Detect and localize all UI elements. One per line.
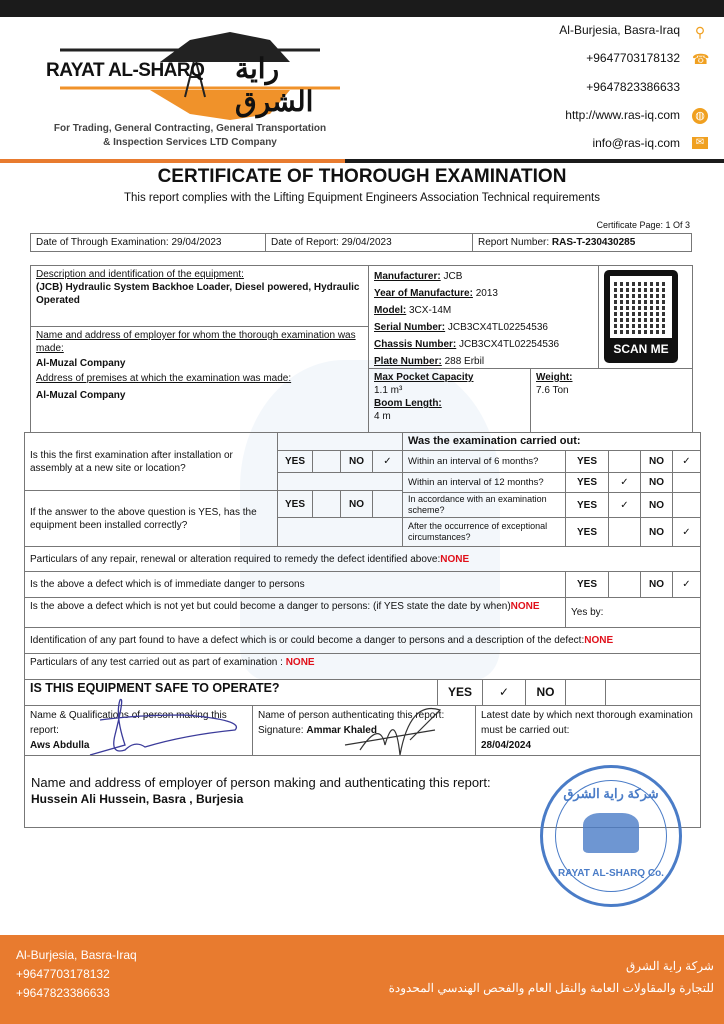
model-value: 3CX-14M bbox=[409, 305, 452, 316]
capacity-label: Max Pocket Capacity bbox=[374, 372, 474, 383]
q2-yes-label: YES bbox=[277, 490, 313, 518]
top-bar bbox=[0, 0, 724, 17]
employer-of-person-value: Hussein Ali Hussein, Basra , Burjesia bbox=[31, 792, 244, 806]
q1-yes-label: YES bbox=[277, 450, 313, 473]
auth-label: Name of person authenticating this report: bbox=[258, 710, 445, 721]
test-row bbox=[24, 653, 701, 680]
identification-label: Identification of any part found to have a defect which is or could become a danger to persons and a description of the defect: bbox=[30, 635, 585, 646]
company-logo bbox=[30, 22, 350, 152]
contact-website[interactable]: http://www.ras-iq.com bbox=[565, 108, 680, 122]
next-exam-date: 28/04/2024 bbox=[481, 740, 532, 751]
r3-no-box[interactable] bbox=[672, 492, 701, 518]
model-label: Model: bbox=[374, 305, 407, 316]
identification-row bbox=[24, 627, 701, 654]
year-label: Year of Manufacture: bbox=[374, 288, 473, 299]
certificate-page: Certificate Page: 1 Of 3 bbox=[596, 220, 690, 230]
safe-question: IS THIS EQUIPMENT SAFE TO OPERATE? bbox=[24, 679, 438, 706]
immediate-yes-label: YES bbox=[565, 571, 609, 598]
employer-label: Name and address of employer for whom the thorough examination was made: bbox=[36, 330, 356, 354]
safe-yes-checkbox[interactable]: ✓ bbox=[482, 679, 526, 706]
immediate-yes-box[interactable] bbox=[608, 571, 641, 598]
q2-yes-box[interactable] bbox=[312, 490, 341, 518]
identification-value: NONE bbox=[584, 635, 614, 646]
r1-yes-label: YES bbox=[565, 450, 609, 473]
footer-phone-2: +9647823386633 bbox=[16, 986, 110, 1000]
test-label: Particulars of any test carried out as part of examination : bbox=[30, 657, 286, 668]
contact-phone-2: +9647823386633 bbox=[586, 80, 680, 94]
location-pin-icon: ⚲ bbox=[694, 24, 706, 40]
r1-no-label: NO bbox=[640, 450, 673, 473]
future-danger-row bbox=[24, 597, 566, 628]
safe-yes-label: YES bbox=[437, 679, 483, 706]
blank-cell bbox=[605, 679, 701, 706]
question-first-exam: Is this the first examination after installation or assembly at a new site or location? bbox=[24, 432, 278, 491]
capacity-cell bbox=[368, 368, 531, 433]
q1-no-checkbox[interactable]: ✓ bbox=[372, 450, 403, 473]
equipment-description-cell bbox=[30, 265, 369, 327]
examination-scheme: In accordance with an examination scheme? bbox=[402, 492, 566, 518]
q1-yes-box[interactable] bbox=[312, 450, 341, 473]
safe-no-box[interactable] bbox=[565, 679, 606, 706]
r3-yes-label: YES bbox=[565, 492, 609, 518]
plate-value: 288 Erbil bbox=[444, 356, 485, 367]
qr-cell bbox=[598, 265, 693, 369]
exam-date: Date of Through Examination: 29/04/2023 bbox=[30, 233, 266, 252]
year-value: 2013 bbox=[475, 288, 498, 299]
manufacturer-value: JCB bbox=[443, 271, 463, 282]
report-number bbox=[472, 233, 692, 252]
maker-label: Name & Qualifications of person making this report: bbox=[30, 710, 227, 736]
contact-address: Al-Burjesia, Basra-Iraq bbox=[559, 23, 680, 37]
desc-label: Description and identification of the equipment: bbox=[36, 269, 244, 280]
company-stamp bbox=[540, 765, 682, 907]
next-exam-cell bbox=[475, 705, 701, 756]
contact-email[interactable]: info@ras-iq.com bbox=[592, 136, 680, 150]
authenticator-signature bbox=[340, 700, 460, 760]
weight-label: Weight: bbox=[536, 372, 573, 383]
immediate-no-label: NO bbox=[640, 571, 673, 598]
chassis-value: JCB3CX4TL02254536 bbox=[459, 339, 560, 350]
future-danger-value: NONE bbox=[510, 601, 540, 612]
next-exam-label: Latest date by which next thorough examination must be carried out: bbox=[481, 710, 693, 736]
signature-label: Signature: bbox=[258, 725, 307, 736]
repair-row bbox=[24, 546, 701, 572]
equipment-specs-cell bbox=[368, 265, 599, 369]
r2-no-box[interactable] bbox=[672, 472, 701, 493]
blank-cell bbox=[277, 432, 403, 451]
chassis-label: Chassis Number: bbox=[374, 339, 457, 350]
page-title: CERTIFICATE OF THOROUGH EXAMINATION bbox=[157, 166, 567, 187]
boom-value: 4 m bbox=[374, 411, 391, 422]
r1-no-checkbox[interactable]: ✓ bbox=[672, 450, 701, 473]
premises-value: Al-Muzal Company bbox=[36, 390, 126, 401]
r4-yes-box[interactable] bbox=[608, 517, 641, 547]
tagline-2: & Inspection Services LTD Company bbox=[103, 137, 277, 148]
premises-label: Address of premises at which the examination was made: bbox=[36, 373, 292, 384]
employer-value: Al-Muzal Company bbox=[36, 358, 126, 369]
serial-label: Serial Number: bbox=[374, 322, 446, 333]
footer-address: Al-Burjesia, Basra-Iraq bbox=[16, 948, 137, 962]
footer bbox=[0, 935, 724, 1024]
capacity-value: 1.1 m³ bbox=[374, 385, 403, 396]
report-number-label: Report Number: bbox=[478, 237, 550, 248]
serial-value: JCB3CX4TL02254536 bbox=[447, 322, 548, 333]
divider-black bbox=[345, 159, 724, 163]
q2-no-label: NO bbox=[340, 490, 373, 518]
blank-cell bbox=[277, 472, 403, 491]
phone-icon: ☎ bbox=[692, 51, 710, 67]
interval-6-months: Within an interval of 6 months? bbox=[402, 450, 566, 473]
contact-phone-1: +9647703178132 bbox=[586, 51, 680, 65]
globe-icon: ◍ bbox=[692, 108, 708, 124]
stamp-text-en: RAYAT AL-SHARQ Co. bbox=[558, 868, 664, 879]
r2-yes-label: YES bbox=[565, 472, 609, 493]
boom-label: Boom Length: bbox=[374, 398, 442, 409]
stamp-text-ar: شركة راية الشرق bbox=[563, 786, 659, 801]
footer-tagline-ar: للتجارة والمقاولات العامة والنقل العام والفحص الهندسي المحدودة bbox=[388, 981, 714, 995]
maker-signature bbox=[85, 695, 255, 760]
r3-no-label: NO bbox=[640, 492, 673, 518]
r1-yes-box[interactable] bbox=[608, 450, 641, 473]
r4-no-checkbox[interactable]: ✓ bbox=[672, 517, 701, 547]
divider-orange bbox=[0, 159, 345, 163]
plate-label: Plate Number: bbox=[374, 356, 442, 367]
blank-cell bbox=[277, 517, 403, 547]
yes-by-field[interactable]: Yes by: bbox=[565, 597, 701, 628]
question-installed-correctly: If the answer to the above question is YES, has the equipment been installed correctly? bbox=[24, 490, 278, 547]
r2-no-label: NO bbox=[640, 472, 673, 493]
r4-yes-label: YES bbox=[565, 517, 609, 547]
logo-text-en: RAYAT AL-SHARQ bbox=[46, 60, 205, 81]
future-danger-question: Is the above a defect which is not yet but could become a danger to persons: (if YES state the date by when) bbox=[30, 601, 511, 612]
desc-value: (JCB) Hydraulic System Backhoe Loader, Diesel powered, Hydraulic Operated bbox=[36, 282, 360, 306]
interval-12-months: Within an interval of 12 months? bbox=[402, 472, 566, 493]
carried-out-heading: Was the examination carried out: bbox=[402, 432, 701, 451]
manufacturer-label: Manufacturer: bbox=[374, 271, 441, 282]
qr-label: SCAN ME bbox=[613, 342, 669, 356]
maker-name: Aws Abdulla bbox=[30, 740, 90, 751]
weight-cell bbox=[530, 368, 693, 433]
qr-code[interactable] bbox=[604, 270, 678, 363]
q2-no-box[interactable] bbox=[372, 490, 403, 518]
footer-phone-1: +9647703178132 bbox=[16, 967, 110, 981]
auth-name: Ammar Khaled bbox=[306, 725, 377, 736]
report-date: Date of Report: 29/04/2023 bbox=[265, 233, 473, 252]
logo-text-ar: راية الشرق bbox=[235, 53, 314, 117]
page-subtitle: This report complies with the Lifting Equipment Engineers Association Technical requirements bbox=[123, 192, 600, 204]
q1-no-label: NO bbox=[340, 450, 373, 473]
tagline-1: For Trading, General Contracting, General Transportation bbox=[53, 123, 327, 134]
repair-label: Particulars of any repair, renewal or alteration required to remedy the defect identified above: bbox=[30, 553, 441, 565]
exceptional-circumstances: After the occurrence of exceptional circumstances? bbox=[402, 517, 566, 547]
test-value: NONE bbox=[285, 657, 315, 668]
weight-value: 7.6 Ton bbox=[536, 385, 569, 396]
r4-no-label: NO bbox=[640, 517, 673, 547]
safe-no-label: NO bbox=[525, 679, 566, 706]
r3-yes-checkbox[interactable]: ✓ bbox=[608, 492, 641, 518]
repair-value: NONE bbox=[440, 553, 470, 565]
mail-icon: ✉ bbox=[692, 137, 708, 149]
footer-company-ar: شركة راية الشرق bbox=[625, 959, 714, 973]
employer-cell bbox=[30, 326, 369, 433]
employer-of-person-label: Name and address of employer of person making and authenticating this report: bbox=[31, 775, 491, 790]
immediate-no-checkbox[interactable]: ✓ bbox=[672, 571, 701, 598]
report-number-value: RAS-T-230430285 bbox=[551, 237, 636, 248]
immediate-danger-question: Is the above a defect which is of immediate danger to persons bbox=[24, 571, 566, 598]
r2-yes-checkbox[interactable]: ✓ bbox=[608, 472, 641, 493]
